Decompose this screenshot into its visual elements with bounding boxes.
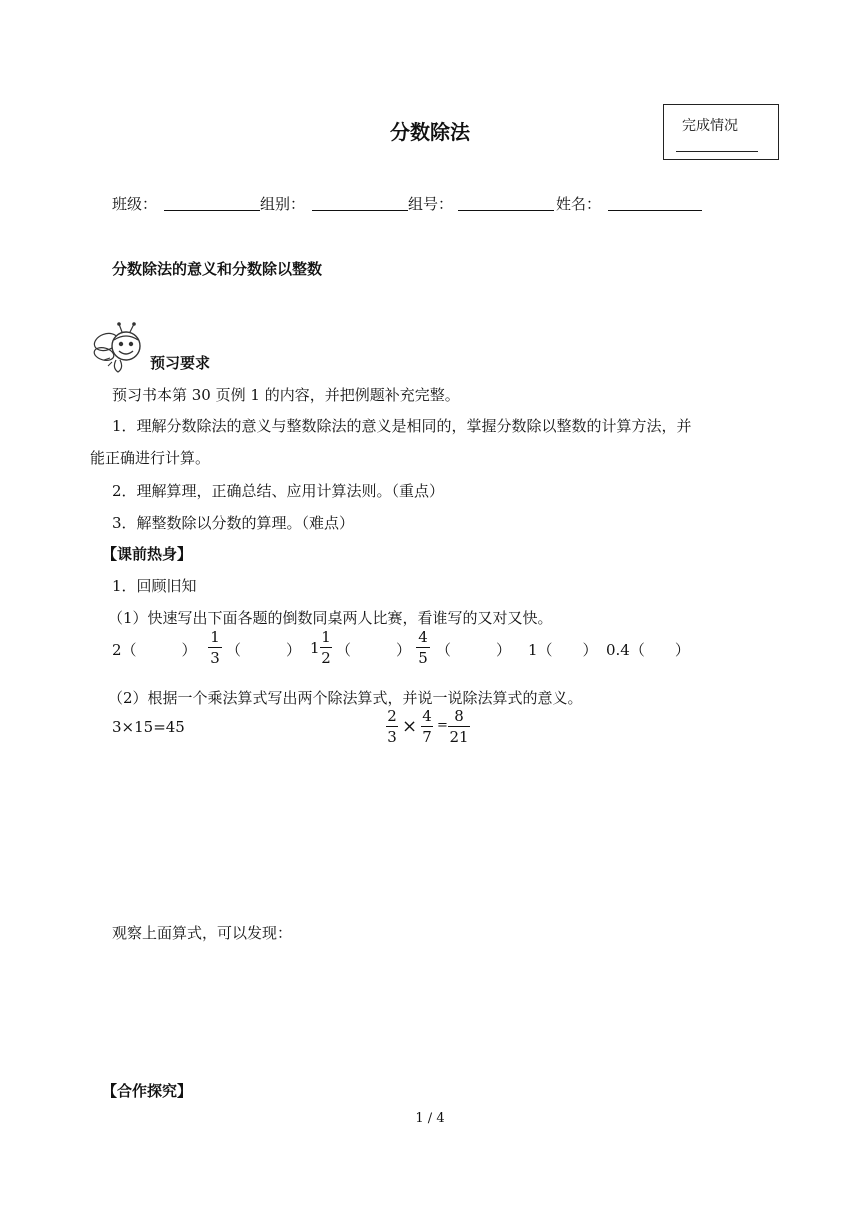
warmup-question-2: （2）根据一个乘法算式写出两个除法算式，并说一说除法算式的意义。 bbox=[108, 689, 583, 707]
fraction-denominator: 21 bbox=[449, 728, 469, 746]
fraction-one-third bbox=[208, 628, 222, 667]
mixed-whole: 1 bbox=[310, 639, 320, 657]
equals-sign: = bbox=[437, 718, 448, 733]
preview-item-3: 3．解整数除以分数的算理。（难点） bbox=[112, 514, 355, 532]
fraction-denominator: 2 bbox=[321, 649, 331, 667]
explore-heading: 【合作探究】 bbox=[102, 1082, 193, 1100]
reciprocal-0-4: 0.4（ ） bbox=[606, 641, 690, 659]
section-subtitle: 分数除法的意义和分数除以整数 bbox=[112, 260, 323, 278]
bee-icon bbox=[92, 322, 150, 374]
fraction-denominator: 5 bbox=[418, 649, 428, 667]
fraction-numerator: 4 bbox=[418, 628, 428, 646]
preview-intro: 预习书本第 30 页例 1 的内容，并把例题补充完整。 bbox=[112, 386, 460, 404]
group-number-label: 组号： bbox=[408, 195, 454, 213]
completion-status-blank[interactable] bbox=[676, 151, 758, 152]
fraction-eight-twenty-firsts bbox=[448, 707, 470, 746]
completion-status-box bbox=[663, 104, 779, 160]
class-blank[interactable] bbox=[164, 210, 260, 211]
fraction-denominator: 3 bbox=[387, 728, 397, 746]
group-label: 组别： bbox=[260, 195, 306, 213]
reciprocal-blank-d[interactable]: （ ） bbox=[436, 641, 512, 659]
fraction-four-sevenths bbox=[421, 707, 433, 746]
fraction-numerator: 1 bbox=[321, 628, 331, 646]
reciprocal-1: 1（ ） bbox=[528, 641, 598, 659]
group-blank[interactable] bbox=[312, 210, 408, 211]
page-title: 分数除法 bbox=[390, 120, 470, 144]
fraction-denominator: 3 bbox=[210, 649, 220, 667]
observe-prompt: 观察上面算式，可以发现： bbox=[112, 924, 293, 942]
equation-integer: 3×15=45 bbox=[112, 718, 185, 736]
warmup-question-1: （1）快速写出下面各题的倒数同桌两人比赛，看谁写的又对又快。 bbox=[108, 609, 553, 627]
warmup-heading: 【课前热身】 bbox=[102, 545, 193, 563]
name-blank[interactable] bbox=[608, 210, 702, 211]
reciprocal-blank-b[interactable]: （ ） bbox=[226, 641, 302, 659]
group-number-blank[interactable] bbox=[458, 210, 554, 211]
page-number: 1 / 4 bbox=[415, 1111, 445, 1126]
class-label: 班级： bbox=[112, 195, 158, 213]
preview-item-2: 2．理解算理，正确总结、应用计算法则。（重点） bbox=[112, 482, 445, 500]
preview-item-1-line-2: 能正确进行计算。 bbox=[90, 449, 211, 467]
fraction-numerator: 1 bbox=[210, 628, 220, 646]
fraction-numerator: 4 bbox=[422, 707, 432, 725]
reciprocal-2: 2（ ） bbox=[112, 641, 197, 659]
fraction-numerator: 8 bbox=[454, 707, 464, 725]
warmup-review: 1．回顾旧知 bbox=[112, 577, 197, 595]
fraction-four-fifths bbox=[416, 628, 430, 667]
fraction-numerator: 2 bbox=[387, 707, 397, 725]
fraction-denominator: 7 bbox=[422, 728, 432, 746]
preview-heading: 预习要求 bbox=[150, 354, 211, 372]
preview-item-1-line-1: 1．理解分数除法的意义与整数除法的意义是相同的，掌握分数除以整数的计算方法，并 bbox=[112, 417, 692, 435]
reciprocal-blank-c[interactable]: （ ） bbox=[336, 641, 412, 659]
fraction-one-half bbox=[320, 628, 332, 667]
times-sign: × bbox=[402, 716, 418, 737]
completion-status-label: 完成情况 bbox=[682, 118, 738, 134]
fraction-two-thirds bbox=[386, 707, 398, 746]
name-label: 姓名： bbox=[556, 195, 602, 213]
